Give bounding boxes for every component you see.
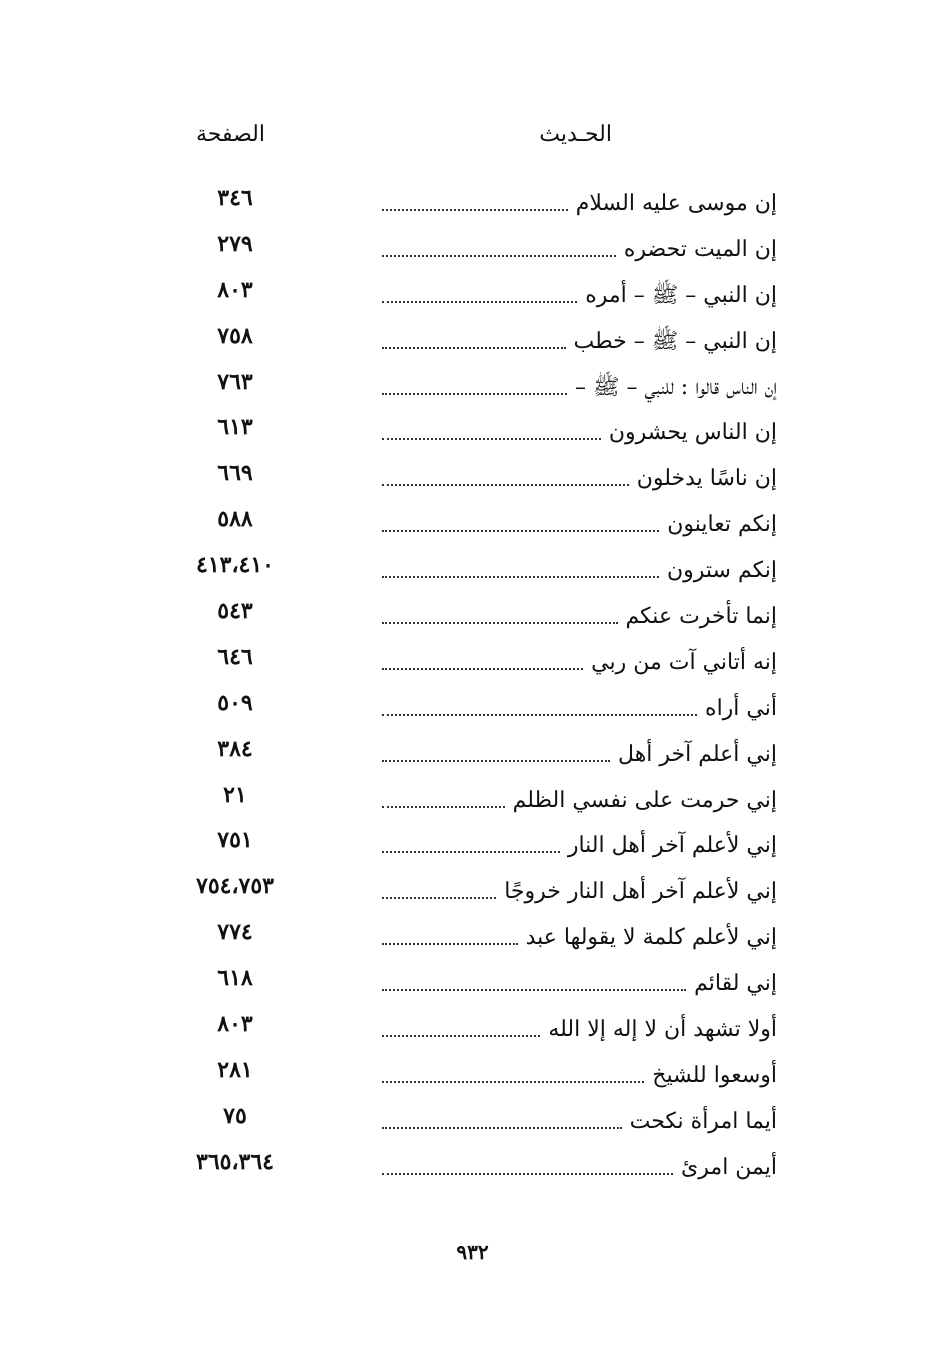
page-reference: ٧٧٤ xyxy=(217,919,253,946)
list-item xyxy=(0,316,945,362)
page-reference: ٤١٣،٤١٠ xyxy=(196,552,274,579)
hadith-column-heading: الحـديث xyxy=(539,122,612,147)
dot-leader xyxy=(382,989,686,991)
dot-leader xyxy=(382,209,568,211)
page-reference: ٣٨٤ xyxy=(217,735,253,762)
hadith-entry xyxy=(382,364,777,404)
hadith-entry xyxy=(382,501,777,541)
hadith-text: إن الناس قالوا : للنبي – ﷺ – xyxy=(574,374,777,400)
list-item xyxy=(0,407,945,453)
list-item xyxy=(0,1004,945,1050)
page-column-heading: الصفحة xyxy=(195,122,265,147)
hadith-text: أوسعوا للشيخ xyxy=(652,1062,777,1088)
page-reference: ٣٦٥،٣٦٤ xyxy=(196,1148,274,1175)
dot-leader xyxy=(382,668,583,670)
hadith-text: إن النبي – ﷺ – خطب xyxy=(573,328,777,354)
list-item xyxy=(0,683,945,729)
dot-leader xyxy=(382,622,618,624)
hadith-text: إن ناسًا يدخلون xyxy=(636,466,777,492)
hadith-entry xyxy=(382,1144,777,1184)
dot-leader xyxy=(382,1081,644,1083)
dot-leader xyxy=(382,301,577,303)
list-item xyxy=(0,637,945,683)
hadith-entry xyxy=(382,409,777,449)
list-item xyxy=(0,866,945,912)
list-item xyxy=(0,270,945,316)
dot-leader xyxy=(382,1035,540,1037)
page-reference: ٢٨١ xyxy=(217,1056,253,1083)
page-reference: ٦١٣ xyxy=(217,414,253,441)
page-reference: ٥٨٨ xyxy=(217,506,253,533)
hadith-text: إني لأعلم كلمة لا يقولها عبد xyxy=(525,925,777,951)
page-reference: ٦٤٦ xyxy=(217,643,253,670)
page-reference: ٨٠٣ xyxy=(217,276,253,303)
hadith-text: إني لأعلم آخر أهل النار xyxy=(567,833,777,859)
hadith-text: إن النبي – ﷺ – أمره xyxy=(585,282,777,308)
list-item xyxy=(0,958,945,1004)
page-reference: ٣٤٦ xyxy=(217,185,253,211)
hadith-entry xyxy=(382,272,777,312)
table-header xyxy=(0,122,945,158)
page-reference: ٦١٨ xyxy=(217,965,253,992)
list-item xyxy=(0,224,945,270)
page-number: ٩٣٢ xyxy=(456,1240,489,1264)
hadith-text: إنكم سترون xyxy=(666,558,777,584)
dot-leader xyxy=(382,393,567,395)
hadith-index-list xyxy=(0,178,945,1188)
hadith-text: إنه أتاني آت من ربي xyxy=(591,649,777,675)
dot-leader xyxy=(382,1127,622,1129)
dot-leader xyxy=(382,347,566,349)
page-reference: ٧٥٤،٧٥٣ xyxy=(196,873,274,900)
hadith-text: أولا تشهد أن لا إله إلا الله xyxy=(548,1017,777,1043)
hadith-entry xyxy=(382,960,777,1000)
page-reference: ٦٦٩ xyxy=(217,460,253,487)
hadith-entry xyxy=(382,318,777,358)
dot-leader xyxy=(382,1173,673,1175)
hadith-text: أني أراه xyxy=(705,695,777,721)
page-reference: ٥٠٩ xyxy=(217,689,253,716)
list-item xyxy=(0,545,945,591)
list-item xyxy=(0,178,945,224)
hadith-entry xyxy=(382,1052,777,1092)
page-reference: ٧٥ xyxy=(223,1102,247,1129)
hadith-entry xyxy=(382,547,777,587)
page-reference: ٧٥٨ xyxy=(217,322,253,349)
list-item xyxy=(0,591,945,637)
page-reference: ٧٥١ xyxy=(217,827,253,854)
hadith-text: إنكم تعاينون xyxy=(667,512,777,538)
dot-leader xyxy=(382,255,616,257)
hadith-text: أيما امرأة نكحت xyxy=(629,1108,777,1134)
hadith-entry xyxy=(382,1098,777,1138)
hadith-text: إني أعلم آخر أهل xyxy=(618,741,777,767)
list-item xyxy=(0,729,945,775)
hadith-entry xyxy=(382,777,777,817)
hadith-entry xyxy=(382,639,777,679)
list-item xyxy=(0,1142,945,1188)
hadith-entry xyxy=(382,868,777,908)
hadith-entry xyxy=(382,455,777,495)
page-reference: ٢٧٩ xyxy=(217,230,253,257)
dot-leader xyxy=(382,576,659,578)
hadith-text: إن الناس يحشرون xyxy=(608,420,777,446)
page-reference: ٧٦٣ xyxy=(217,368,253,395)
dot-leader xyxy=(382,851,560,853)
page-reference: ٢١ xyxy=(223,781,247,808)
hadith-text: إنما تأخرت عنكم xyxy=(625,604,777,630)
page-reference: ٨٠٣ xyxy=(217,1011,253,1038)
dot-leader xyxy=(382,530,659,532)
hadith-text: إن الميت تحضره xyxy=(623,236,777,262)
list-item xyxy=(0,499,945,545)
list-item xyxy=(0,362,945,408)
hadith-entry xyxy=(382,685,777,725)
hadith-text: إن موسى عليه السلام xyxy=(575,191,777,216)
list-item xyxy=(0,1050,945,1096)
list-item xyxy=(0,820,945,866)
dot-leader xyxy=(382,943,518,945)
hadith-entry xyxy=(382,180,777,220)
list-item xyxy=(0,453,945,499)
hadith-entry xyxy=(382,822,777,862)
hadith-entry xyxy=(382,593,777,633)
page-reference: ٥٤٣ xyxy=(217,598,253,625)
hadith-text: إني لأعلم آخر أهل النار خروجًا xyxy=(504,879,777,905)
dot-leader xyxy=(382,897,496,899)
list-item xyxy=(0,912,945,958)
hadith-entry xyxy=(382,914,777,954)
list-item xyxy=(0,1096,945,1142)
hadith-entry xyxy=(382,226,777,266)
hadith-entry xyxy=(382,1006,777,1046)
dot-leader xyxy=(382,484,629,486)
list-item xyxy=(0,775,945,821)
hadith-entry xyxy=(382,731,777,771)
dot-leader xyxy=(382,714,697,716)
hadith-text: إني حرمت على نفسي الظلم xyxy=(512,787,777,813)
hadith-text: إني لقائم xyxy=(694,971,777,997)
hadith-text: أيمن امرئ xyxy=(681,1154,777,1180)
dot-leader xyxy=(382,760,610,762)
dot-leader xyxy=(382,438,601,440)
dot-leader xyxy=(382,806,505,808)
